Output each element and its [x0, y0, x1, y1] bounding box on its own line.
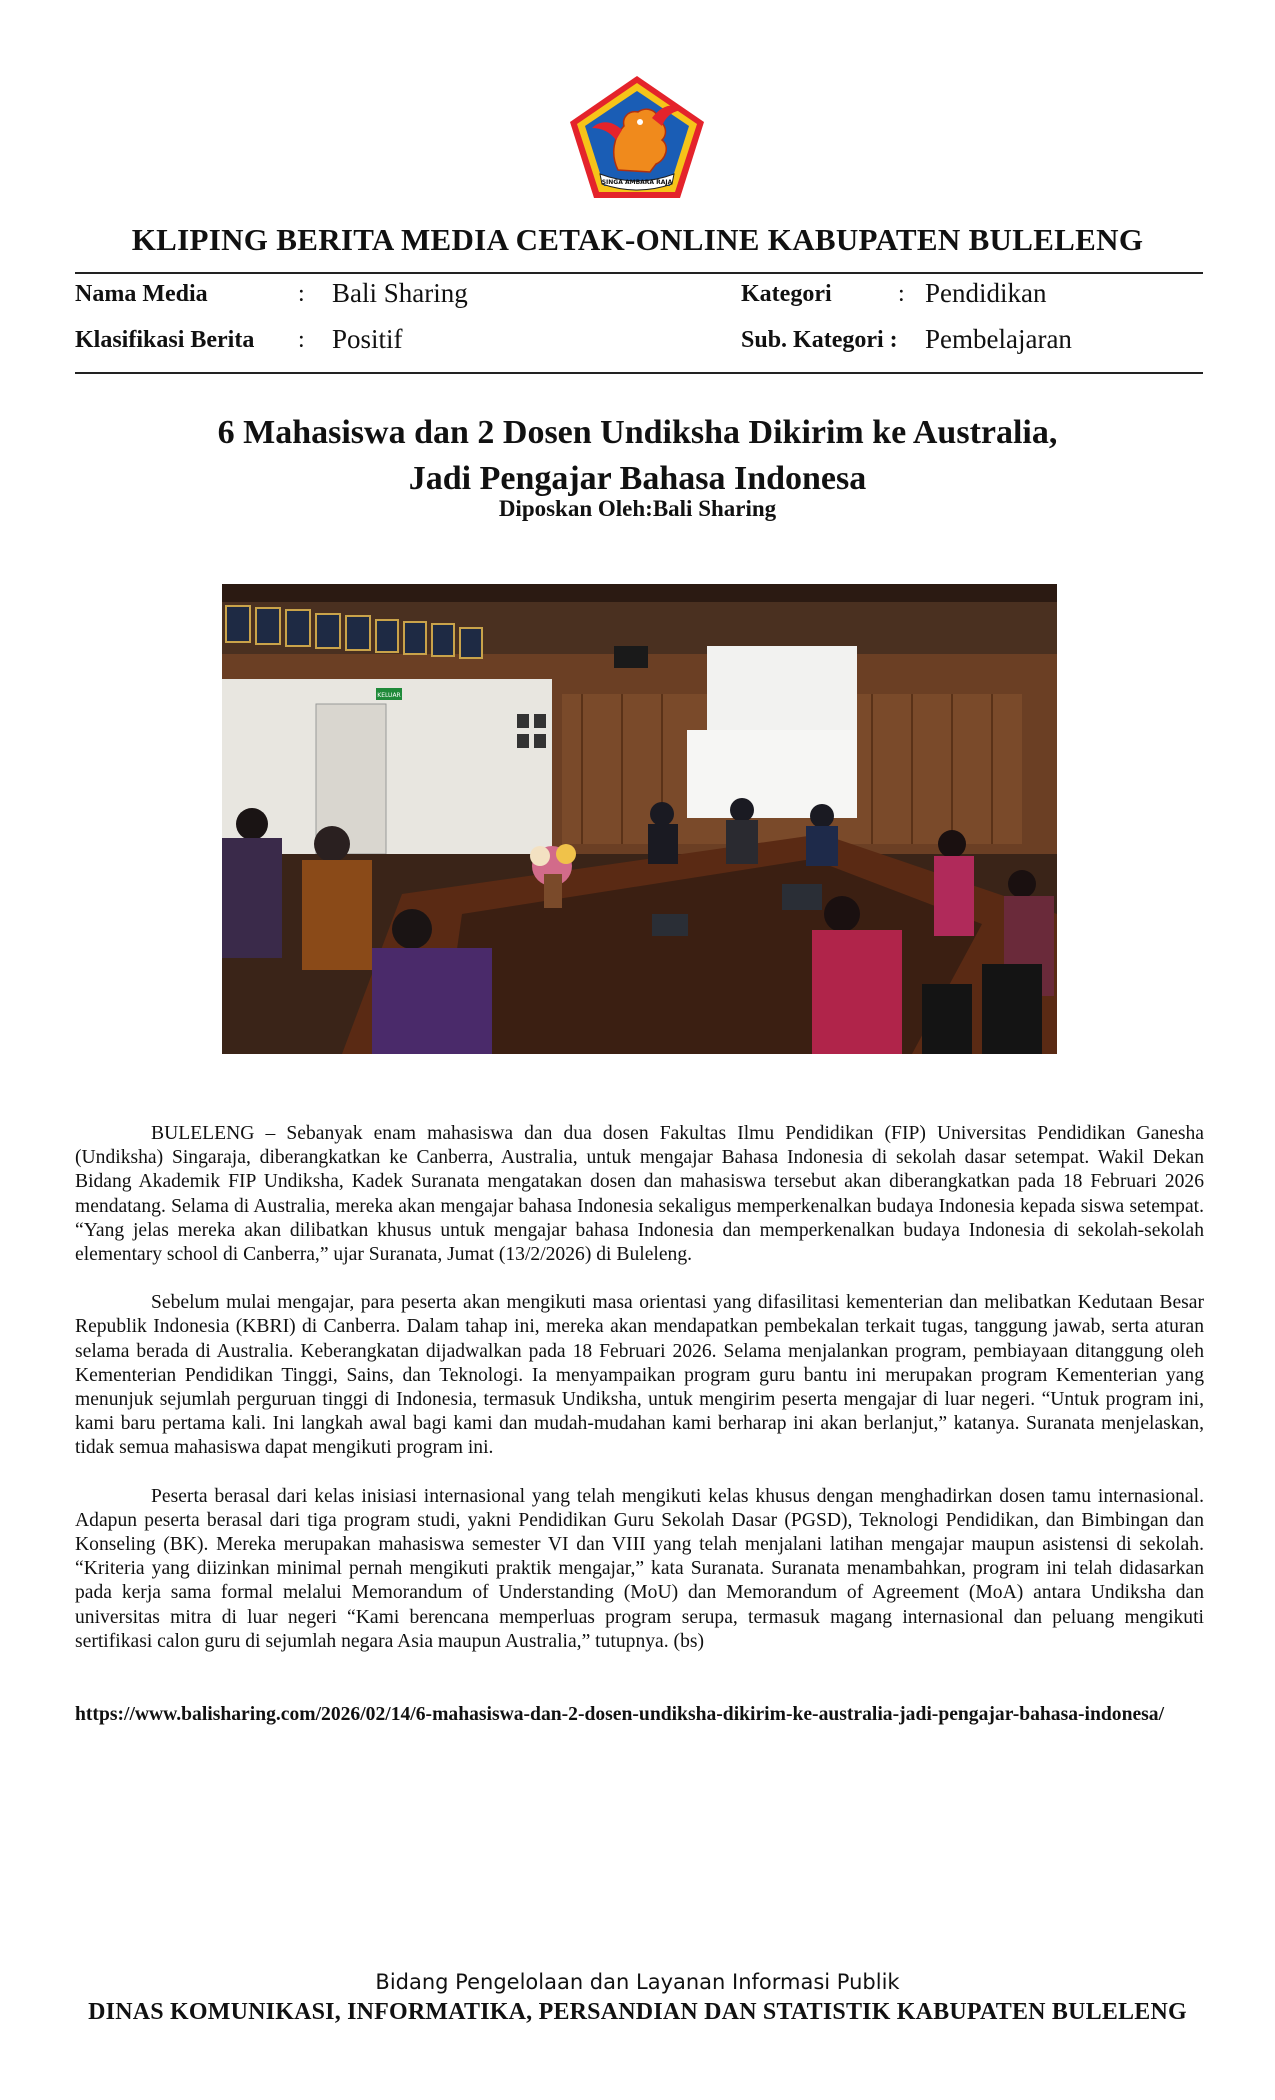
footer-agency: DINAS KOMUNIKASI, INFORMATIKA, PERSANDIAN DAN STATISTIK KABUPATEN BULELENG [88, 1999, 1187, 2025]
buleleng-emblem-logo [566, 74, 708, 202]
nama-media-value: Bali Sharing [332, 278, 468, 308]
article-photo [222, 584, 1057, 1054]
article-body [75, 1122, 1204, 1678]
top-divider [75, 272, 1203, 274]
bottom-divider [75, 372, 1203, 374]
kategori-label: Kategori [741, 281, 832, 307]
article-paragraph: Peserta berasal dari kelas inisiasi internasional yang telah mengikuti kelas khusus dengan menghadirkan dosen tamu internasional. Adapun peserta berasal dari tiga program studi, yakni Pendidikan Guru Sekolah Dasar (PGSD), Teknologi Pendidikan, dan Bimbingan dan Konseling (BK). Mereka merupakan mahasiswa semester VI dan VIII yang telah menjalani latihan mengajar maupun asistensi di sekolah. “Kriteria yang diizinkan minimal pernah mengikuti praktik mengajar,” kata Suranata. Suranata menambahkan, program ini telah didasarkan pada kerja sama formal melalui Memorandum of Understanding (MoU) dan Memorandum of Agreement (MoA) antara Undiksha dan universitas mitra di luar negeri “Kami berencana memperluas program serupa, termasuk magang internasional dan peluang mengikuti sertifikasi calon guru di sejumlah negara Asia maupun Australia,” tutupnya. (bs) [75, 1485, 1204, 1652]
article-paragraph: BULELENG – Sebanyak enam mahasiswa dan dua dosen Fakultas Ilmu Pendidikan (FIP) Universitas Pendidikan Ganesha (Undiksha) Singaraja, diberangkatkan ke Canberra, Australia, untuk mengajar Bahasa Indonesia di sekolah dasar setempat. Wakil Dekan Bidang Akademik FIP Undiksha, Kadek Suranata mengatakan dosen dan mahasiswa tersebut akan diberangkatkan pada 18 Februari 2026 mendatang. Selama di Australia, mereka akan mengajar bahasa Indonesia sekaligus memperkenalkan budaya Indonesia kepada siswa setempat. “Yang jelas mereka akan dilibatkan khusus untuk mengajar bahasa Indonesia dan memperkenalkan budaya Indonesia di sekolah-sekolah elementary school di Canberra,” ujar Suranata, Jumat (13/2/2026) di Buleleng. [75, 1123, 1204, 1266]
nama-media-label: Nama Media [75, 281, 208, 307]
klasifikasi-label: Klasifikasi Berita [75, 327, 255, 353]
headline-line-2: Jadi Pengajar Bahasa Indonesa [408, 460, 867, 497]
svg-text:SINGA AMBARA RAJA: SINGA AMBARA RAJA [601, 179, 673, 186]
sub-kategori-value: Pembelajaran [925, 324, 1072, 354]
article-headline [0, 410, 1275, 502]
colon: : [898, 281, 905, 307]
svg-text:KELUAR: KELUAR [377, 692, 401, 699]
colon: : [298, 327, 305, 353]
page-title: KLIPING BERITA MEDIA CETAK-ONLINE KABUPATEN BULELENG [131, 222, 1144, 257]
kategori-value: Pendidikan [925, 278, 1047, 308]
posted-by: Diposkan Oleh:Bali Sharing [498, 496, 777, 521]
colon: : [298, 281, 305, 307]
article-paragraph: Sebelum mulai mengajar, para peserta akan mengikuti masa orientasi yang difasilitasi kementerian dan melibatkan Kedutaan Besar Republik Indonesia (KBRI) di Canberra. Dalam tahap ini, mereka akan mendapatkan pembekalan terkait tugas, tanggung jawab, serta aturan selama berada di Australia. Keberangkatan dijadwalkan pada 18 Februari 2026. Selama menjalankan program, pembiayaan ditanggung oleh Kementerian Pendidikan Tinggi, Sains, dan Teknologi. Ia menyampaikan program guru bantu ini merupakan program Kementerian yang menunjuk sejumlah perguruan tinggi di Indonesia, termasuk Undiksha, untuk mengirim peserta mengajar di luar negeri. “Untuk program ini, kami baru pertama kali. Ini langkah awal bagi kami dan mudah-mudahan kami berharap ini akan berlanjut,” katanya. Suranata menjelaskan, tidak semua mahasiswa dapat mengikuti program ini. [75, 1292, 1204, 1459]
footer-department: Bidang Pengelolaan dan Layanan Informasi Publik [375, 1970, 900, 1994]
sub-kategori-label: Sub. Kategori : [741, 327, 898, 353]
headline-line-1: 6 Mahasiswa dan 2 Dosen Undiksha Dikirim ke Australia, [217, 414, 1058, 451]
klasifikasi-value: Positif [332, 324, 403, 354]
source-url-link[interactable]: https://www.balisharing.com/2026/02/14/6-mahasiswa-dan-2-dosen-undiksha-dikirim-ke-australia-jadi-pengajar-bahasa-indonesa/ [75, 1704, 1165, 1725]
